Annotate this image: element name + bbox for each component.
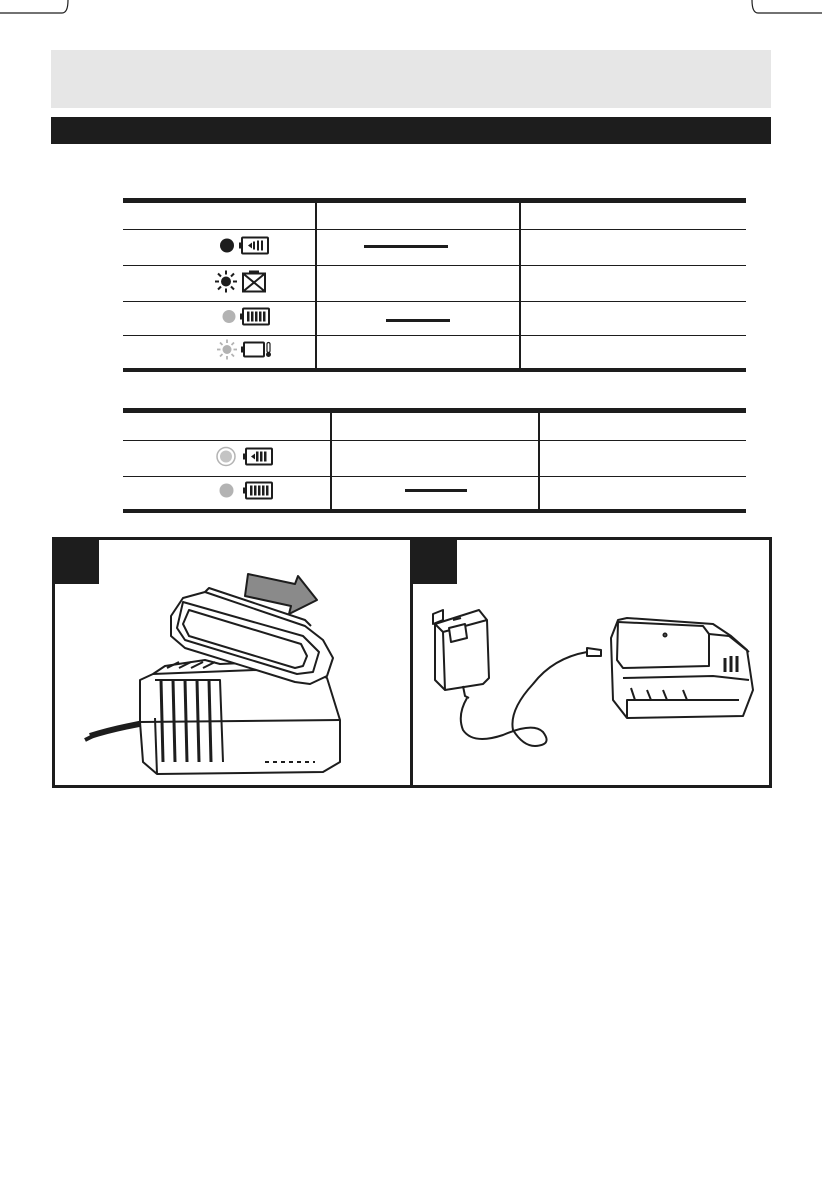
solid-dark-dot-icon [219, 237, 235, 258]
dash-mark [405, 489, 467, 492]
battery-on-charger-illustration [55, 540, 413, 788]
page-header-band [51, 50, 771, 108]
battery-charging-icon [243, 447, 273, 470]
table-header-row [123, 203, 746, 229]
dash-mark [386, 319, 450, 322]
figure-panel-1 [52, 537, 413, 788]
grey-ring-icon [216, 446, 236, 471]
led-indicator-table-2 [123, 408, 746, 513]
figure-panel-2 [410, 537, 772, 788]
table-row [123, 476, 746, 509]
solid-grey-dot-icon [219, 483, 234, 503]
dash-mark [364, 245, 448, 248]
table-row [123, 440, 746, 476]
led-indicator-table-1 [123, 198, 746, 372]
flashing-grey-led-icon [217, 340, 237, 365]
battery-charging-icon [239, 236, 269, 259]
battery-full-icon [240, 307, 270, 330]
adapter-plugged-into-battery-illustration [413, 540, 772, 788]
table-header-row [123, 413, 746, 440]
battery-fault-icon [241, 270, 267, 297]
table-row [123, 265, 746, 301]
solid-grey-dot-icon [222, 309, 236, 328]
section-title-bar [51, 117, 771, 144]
table-row [123, 301, 746, 335]
battery-full-icon [243, 482, 273, 505]
table-row [123, 229, 746, 265]
table-row [123, 335, 746, 368]
battery-temperature-icon [241, 341, 273, 364]
flashing-dark-led-icon [215, 270, 237, 297]
